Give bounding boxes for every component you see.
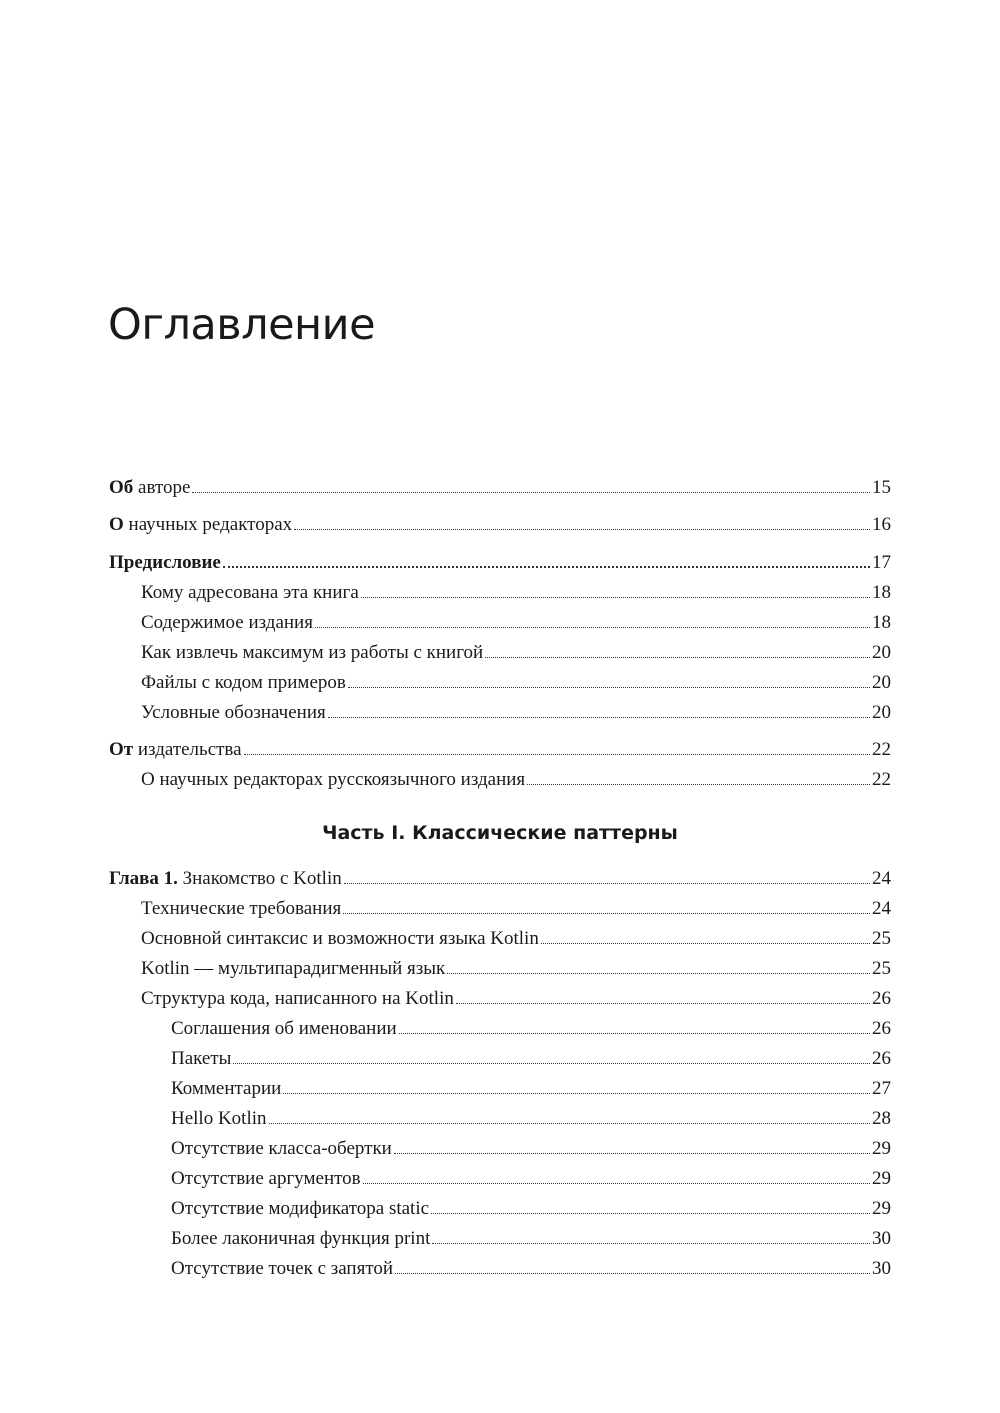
toc-entry-audience[interactable] bbox=[141, 581, 891, 605]
toc-page-number: 16 bbox=[872, 514, 891, 535]
toc-entry-no-static[interactable] bbox=[171, 1197, 891, 1221]
dot-leader bbox=[294, 529, 870, 530]
toc-entry-no-arguments[interactable] bbox=[171, 1167, 891, 1191]
toc-entry-title: Отсутствие модификатора static bbox=[171, 1198, 430, 1219]
toc-page-number: 25 bbox=[872, 958, 891, 979]
toc-entry-label: От bbox=[109, 739, 134, 760]
dot-leader bbox=[223, 566, 870, 568]
toc-entry-title: Более лаконичная функция print bbox=[171, 1228, 431, 1249]
toc-entry-no-semicolons[interactable] bbox=[171, 1257, 891, 1281]
toc-entry-chapter-1[interactable] bbox=[109, 867, 891, 891]
toc-page-number: 29 bbox=[872, 1198, 891, 1219]
toc-page-number: 30 bbox=[872, 1228, 891, 1249]
dot-leader bbox=[527, 784, 870, 785]
part-heading: Часть I. Классические паттерны bbox=[322, 822, 678, 844]
toc-entry-title: О научных редакторах русскоязычного издания bbox=[141, 769, 526, 790]
toc-entry-code-files[interactable] bbox=[141, 671, 891, 695]
toc-page-number: 26 bbox=[872, 1048, 891, 1069]
dot-leader bbox=[344, 883, 870, 884]
toc-entry-label: Об bbox=[109, 477, 134, 498]
toc-entry-comments[interactable] bbox=[171, 1077, 891, 1101]
toc-entry-title: Файлы с кодом примеров bbox=[141, 672, 346, 693]
toc-entry-get-most[interactable] bbox=[141, 641, 891, 665]
toc-page-number: 27 bbox=[872, 1078, 891, 1099]
page-title: Оглавление bbox=[108, 300, 376, 350]
toc-entry-title: Основной синтаксис и возможности языка Kotlin bbox=[141, 928, 539, 949]
toc-page-number: 20 bbox=[872, 702, 891, 723]
toc-entry-title: Отсутствие аргументов bbox=[171, 1168, 361, 1189]
toc-entry-science-editors[interactable] bbox=[109, 513, 891, 537]
toc-page-number: 20 bbox=[872, 672, 891, 693]
dot-leader bbox=[315, 627, 870, 628]
toc-page-number: 17 bbox=[872, 552, 891, 573]
dot-leader bbox=[363, 1183, 870, 1184]
toc-page-number: 28 bbox=[872, 1108, 891, 1129]
toc-entry-title: Содержимое издания bbox=[141, 612, 313, 633]
toc-entry-multiparadigm[interactable] bbox=[141, 957, 891, 981]
dot-leader bbox=[541, 943, 870, 944]
toc-entry-title: Hello Kotlin bbox=[171, 1108, 267, 1129]
toc-page-number: 30 bbox=[872, 1258, 891, 1279]
toc-entry-naming[interactable] bbox=[171, 1017, 891, 1041]
toc-page-number: 26 bbox=[872, 988, 891, 1009]
dot-leader bbox=[343, 913, 870, 914]
toc-entry-title: научных редакторах bbox=[123, 514, 293, 535]
toc-entry-title: издательства bbox=[133, 739, 242, 760]
toc-page-number: 18 bbox=[872, 582, 891, 603]
toc-entry-basic-syntax[interactable] bbox=[141, 927, 891, 951]
toc-entry-title: Технические требования bbox=[141, 898, 342, 919]
dot-leader bbox=[192, 492, 870, 493]
toc-page-number: 29 bbox=[872, 1138, 891, 1159]
toc-entry-no-wrapper-class[interactable] bbox=[171, 1137, 891, 1161]
toc-entry-preface[interactable] bbox=[109, 551, 891, 575]
dot-leader bbox=[447, 973, 870, 974]
dot-leader bbox=[348, 687, 870, 688]
toc-entry-title: авторе bbox=[133, 477, 191, 498]
dot-leader bbox=[361, 597, 870, 598]
toc-entry-title: Комментарии bbox=[171, 1078, 282, 1099]
toc-entry-title: Пакеты bbox=[171, 1048, 232, 1069]
toc-entry-ru-editors[interactable] bbox=[141, 768, 891, 792]
toc-entry-title: Kotlin — мультипарадигменный язык bbox=[141, 958, 446, 979]
dot-leader bbox=[395, 1273, 870, 1274]
toc-entry-title: Кому адресована эта книга bbox=[141, 582, 359, 603]
toc-entry-label: Предисловие bbox=[109, 552, 221, 573]
dot-leader bbox=[283, 1093, 870, 1094]
dot-leader bbox=[233, 1063, 870, 1064]
dot-leader bbox=[244, 754, 870, 755]
toc-entry-title: Условные обозначения bbox=[141, 702, 326, 723]
dot-leader bbox=[432, 1243, 870, 1244]
dot-leader bbox=[269, 1123, 870, 1124]
dot-leader bbox=[328, 717, 870, 718]
toc-entry-about-author[interactable] bbox=[109, 476, 891, 500]
toc-page-number: 22 bbox=[872, 769, 891, 790]
toc-page-number: 18 bbox=[872, 612, 891, 633]
toc-entry-packages[interactable] bbox=[171, 1047, 891, 1071]
toc-entry-label: Глава 1. bbox=[109, 868, 178, 889]
toc-entry-contents[interactable] bbox=[141, 611, 891, 635]
toc-page-number: 29 bbox=[872, 1168, 891, 1189]
toc-entry-tech-requirements[interactable] bbox=[141, 897, 891, 921]
dot-leader bbox=[485, 657, 870, 658]
toc-entry-hello-kotlin[interactable] bbox=[171, 1107, 891, 1131]
toc-entry-title: Структура кода, написанного на Kotlin bbox=[141, 988, 454, 1009]
toc-entry-title: Соглашения об именовании bbox=[171, 1018, 397, 1039]
toc-page-number: 15 bbox=[872, 477, 891, 498]
toc-page-number: 26 bbox=[872, 1018, 891, 1039]
toc-entry-publisher[interactable] bbox=[109, 738, 891, 762]
toc-entry-label: О bbox=[109, 514, 124, 535]
toc-entry-title: Как извлечь максимум из работы с книгой bbox=[141, 642, 484, 663]
toc-entry-conventions[interactable] bbox=[141, 701, 891, 725]
toc-page-number: 24 bbox=[872, 898, 891, 919]
dot-leader bbox=[431, 1213, 870, 1214]
toc-page-number: 22 bbox=[872, 739, 891, 760]
toc-entry-concise-print[interactable] bbox=[171, 1227, 891, 1251]
toc-page-number: 25 bbox=[872, 928, 891, 949]
toc-entry-code-structure[interactable] bbox=[141, 987, 891, 1011]
dot-leader bbox=[456, 1003, 870, 1004]
toc-entry-title: Отсутствие класса-обертки bbox=[171, 1138, 392, 1159]
toc-entry-title: Знакомство с Kotlin bbox=[177, 868, 342, 889]
toc-page-number: 24 bbox=[872, 868, 891, 889]
dot-leader bbox=[394, 1153, 870, 1154]
toc-entry-title: Отсутствие точек с запятой bbox=[171, 1258, 394, 1279]
dot-leader bbox=[399, 1033, 870, 1034]
toc-page-number: 20 bbox=[872, 642, 891, 663]
